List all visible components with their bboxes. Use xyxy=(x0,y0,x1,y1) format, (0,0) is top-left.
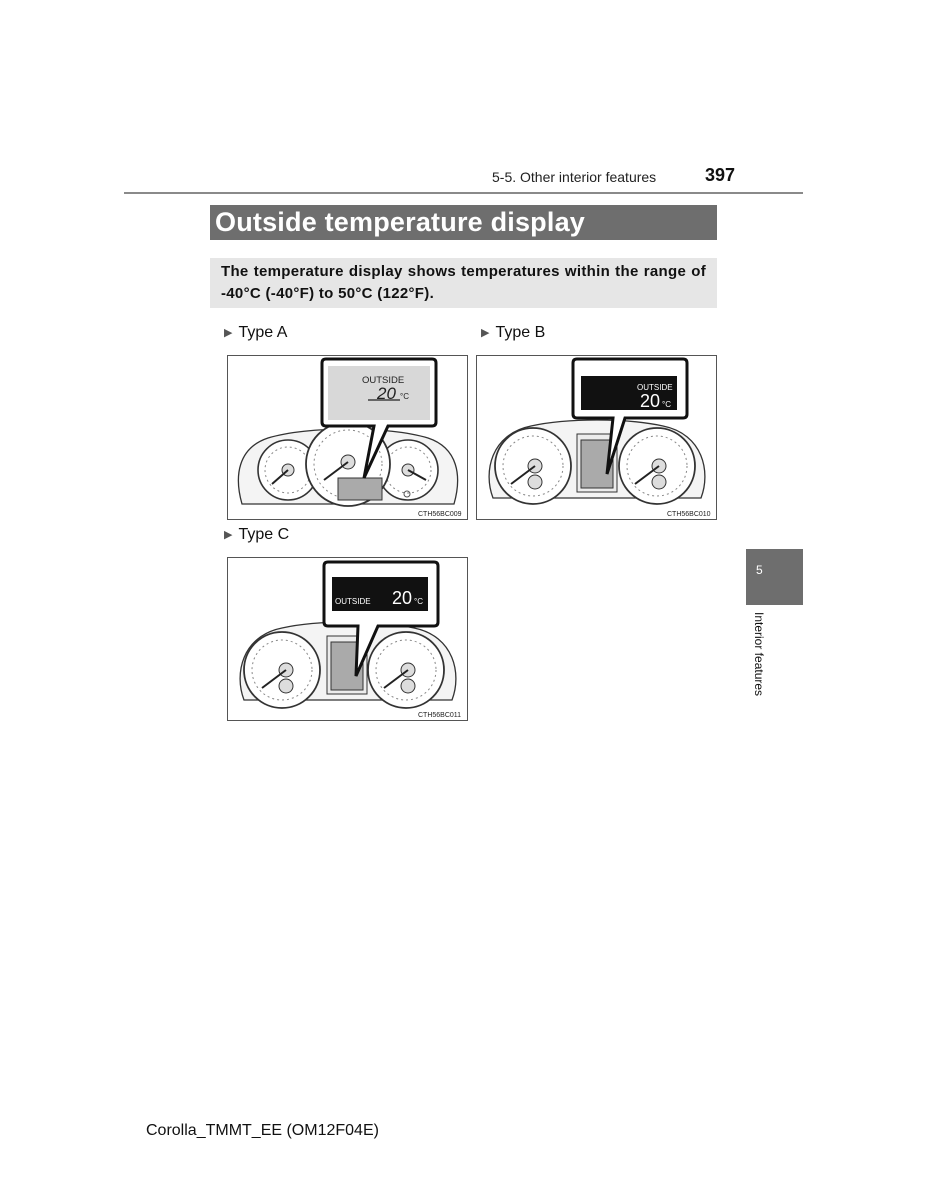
figure-code: CTH56BC010 xyxy=(667,511,711,518)
figure-type-b xyxy=(476,355,717,520)
type-c-label-text: Type C xyxy=(238,526,290,543)
display-temperature-value: 20 xyxy=(640,391,661,411)
page-number: 397 xyxy=(705,165,736,185)
instrument-cluster-type-a-illustration xyxy=(228,356,467,519)
header-divider xyxy=(124,192,803,194)
chapter-tab xyxy=(746,549,803,605)
triangle-bullet-icon: ▶ xyxy=(224,529,233,541)
display-temperature-unit: °C xyxy=(414,597,423,606)
figure-type-a xyxy=(227,355,468,520)
page-title: Outside temperature display xyxy=(215,207,586,237)
triangle-bullet-icon: ▶ xyxy=(481,327,490,339)
page-title-bar xyxy=(210,205,717,240)
instrument-cluster-type-b-illustration xyxy=(477,356,716,519)
chapter-number: 5 xyxy=(756,563,763,577)
display-caption: OUTSIDE xyxy=(362,375,405,386)
figure-code: CTH56BC011 xyxy=(418,712,462,719)
footer-document-id: Corolla_TMMT_EE (OM12F04E) xyxy=(146,1122,379,1139)
display-temperature-unit: °C xyxy=(662,400,671,409)
type-b-label xyxy=(481,324,545,342)
triangle-bullet-icon: ▶ xyxy=(224,327,233,339)
type-a-label-text: Type A xyxy=(238,324,288,341)
chapter-title: Interior features xyxy=(752,612,766,697)
figure-code: CTH56BC009 xyxy=(418,511,462,518)
intro-box xyxy=(210,258,717,308)
display-temperature-value: 20 xyxy=(377,384,396,403)
display-temperature-value: 20 xyxy=(392,588,413,608)
type-b-label-text: Type B xyxy=(495,324,546,341)
figure-type-c xyxy=(227,557,468,721)
intro-text: The temperature display shows temperatures within the range of -40°C (-40°F) to 50°C (122°F). xyxy=(221,263,706,302)
display-caption: OUTSIDE xyxy=(335,597,371,606)
type-c-label xyxy=(224,526,289,544)
type-a-label xyxy=(224,324,287,342)
display-temperature-unit: °C xyxy=(400,392,409,401)
display-caption: OUTSIDE xyxy=(637,383,673,392)
instrument-cluster-type-c-illustration xyxy=(228,558,467,720)
section-title: 5-5. Other interior features xyxy=(492,169,657,185)
